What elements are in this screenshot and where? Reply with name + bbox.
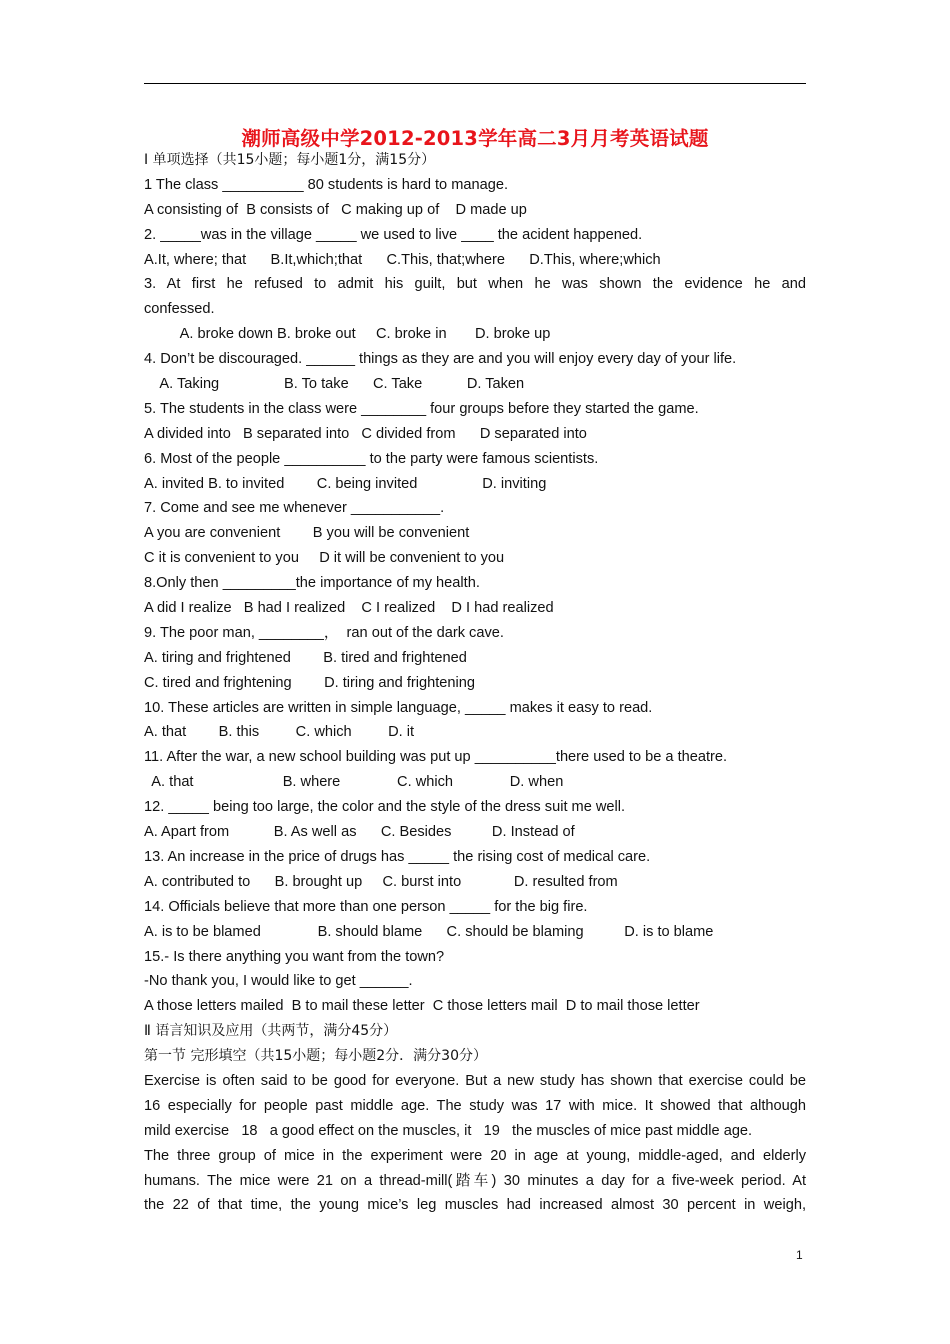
document-title: 潮师高级中学2012-2013学年高二3月月考英语试题 — [241, 127, 709, 150]
text-line: 2. _____was in the village _____ we used to live ____ the acident happened. — [144, 226, 643, 243]
text-line: A did I realize B had I realized C I realized D I had realized — [144, 600, 554, 617]
text-line: A consisting of B consists of C making up of D made up — [144, 201, 527, 218]
text-line: 12. _____ being too large, the color and the style of the dress suit me well. — [144, 799, 626, 816]
text-line: A. contributed to B. brought up C. burst into D. resulted from — [144, 873, 618, 890]
text-line: A. that B. this C. which D. it — [144, 724, 415, 741]
document-body — [144, 148, 806, 1218]
text-line: 4. Don’t be discouraged. ______ things as they are and you will enjoy every day of your life. — [144, 351, 737, 368]
text-line: 9. The poor man, ________， ran out of the dark cave. — [144, 624, 504, 641]
section-subheading: 第一节 完形填空（共15小题；每小题2分．满分30分） — [144, 1048, 487, 1065]
text-line: 14. Officials believe that more than one person _____ for the big fire. — [144, 898, 588, 915]
section-heading: I 单项选择（共15小题；每小题1分，满15分） — [144, 152, 436, 168]
header-rule — [144, 83, 806, 84]
text-line: the 22 of that time, the young mice’s leg muscles had increased almost 30 percent in weigh, — [144, 1197, 806, 1214]
text-line: 8.Only then _________the importance of my health. — [144, 575, 480, 592]
text-line: confessed. — [144, 301, 215, 318]
text-line: Exercise is often said to be good for everyone. But a new study has shown that exercise could be — [144, 1072, 806, 1089]
text-line: A. broke down B. broke out C. broke in D. broke up — [144, 326, 551, 343]
text-line: 1 The class __________ 80 students is hard to manage. — [144, 176, 509, 193]
cloze-passage — [144, 1069, 806, 1218]
text-line: 3. At first he refused to admit his guilt, but when he was shown the evidence he and — [144, 276, 806, 293]
section-heading: Ⅱ 语言知识及应用（共两节，满分45分） — [144, 1023, 398, 1040]
text-line: C it is convenient to you D it will be convenient to you — [144, 550, 505, 567]
text-line: A those letters mailed B to mail these letter C those letters mail D to mail those letter — [144, 998, 700, 1015]
text-line: 16 especially for people past middle age. The study was 17 with mice. It showed that although — [144, 1097, 806, 1114]
text-line: 10. These articles are written in simple language, _____ makes it easy to read. — [144, 699, 653, 716]
text-line: A. tiring and frightened B. tired and frightened — [144, 649, 467, 666]
text-line: A. Apart from B. As well as C. Besides D. Instead of — [144, 824, 575, 841]
text-line: 5. The students in the class were ________ four groups before they started the game. — [144, 400, 699, 417]
text-line: 15.- Is there anything you want from the town? — [144, 948, 445, 965]
text-line: A. invited B. to invited C. being invited D. inviting — [144, 475, 547, 492]
text-line: A. Taking B. To take C. Take D. Taken — [144, 376, 525, 393]
text-line: A you are convenient B you will be convenient — [144, 525, 470, 542]
text-line: A divided into B separated into C divided from D separated into — [144, 425, 587, 442]
text-line: C. tired and frightening D. tiring and frightening — [144, 674, 475, 691]
text-line: The three group of mice in the experiment were 20 in age at young, middle-aged, and elderly — [144, 1147, 806, 1164]
text-line: A. that B. where C. which D. when — [144, 774, 564, 791]
text-line: 13. An increase in the price of drugs has _____ the rising cost of medical care. — [144, 848, 651, 865]
section1-questions — [144, 173, 806, 1019]
text-line: 7. Come and see me whenever ___________. — [144, 500, 445, 517]
text-line: -No thank you, I would like to get ______. — [144, 973, 413, 990]
text-line: humans. The mice were 21 on a thread-mill(踏车) 30 minutes a day for a five-week period. At — [144, 1172, 806, 1189]
text-line: 6. Most of the people __________ to the party were famous scientists. — [144, 450, 599, 467]
text-line: mild exercise 18 a good effect on the muscles, it 19 the muscles of mice past middle age. — [144, 1122, 753, 1139]
text-line: A.It, where; that B.It,which;that C.This, that;where D.This, where;which — [144, 251, 661, 268]
page-number: 1 — [796, 1248, 803, 1262]
text-line: 11. After the war, a new school building was put up __________there used to be a theatre. — [144, 749, 728, 766]
text-line: A. is to be blamed B. should blame C. should be blaming D. is to blame — [144, 923, 714, 940]
